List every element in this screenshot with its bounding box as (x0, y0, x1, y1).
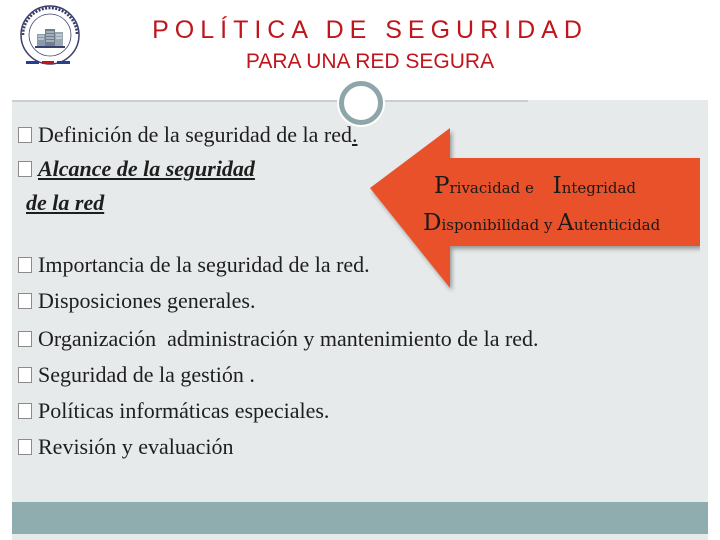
checkbox-icon (18, 127, 32, 143)
callout-line-2: Disponibilidad y Autenticidad (423, 210, 661, 236)
bullet-continuation: de la red (26, 190, 105, 215)
list-item: Alcance de la seguridad (18, 156, 255, 182)
header-divider (12, 100, 528, 102)
list-item: Políticas informáticas especiales. (18, 398, 329, 424)
checkbox-icon (18, 257, 32, 273)
left-margin (0, 0, 12, 540)
slide-title: POLÍTICA DE SEGURIDAD (152, 16, 588, 44)
list-item: Disposiciones generales. (18, 288, 256, 314)
checkbox-icon (18, 367, 32, 383)
checkbox-icon (18, 331, 32, 347)
list-item: Importancia de la seguridad de la red. (18, 252, 370, 278)
list-item: Organización administración y mantenimiento de la red. (18, 326, 539, 352)
logo-underline-bars (26, 61, 70, 64)
footer-band (12, 502, 708, 534)
list-item: Seguridad de la gestión . (18, 362, 255, 388)
list-item: Definición de la seguridad de la red. (18, 122, 357, 148)
callout-line-1: Privacidad e Integridad (434, 173, 637, 199)
ring-ornament-icon (339, 81, 383, 125)
checkbox-icon (18, 403, 32, 419)
list-item: Revisión y evaluación (18, 434, 234, 460)
checkbox-icon (18, 293, 32, 309)
checkbox-icon (18, 161, 32, 177)
checkbox-icon (18, 439, 32, 455)
slide-subtitle: PARA UNA RED SEGURA (245, 50, 495, 73)
hospital-logo-icon (15, 4, 85, 66)
